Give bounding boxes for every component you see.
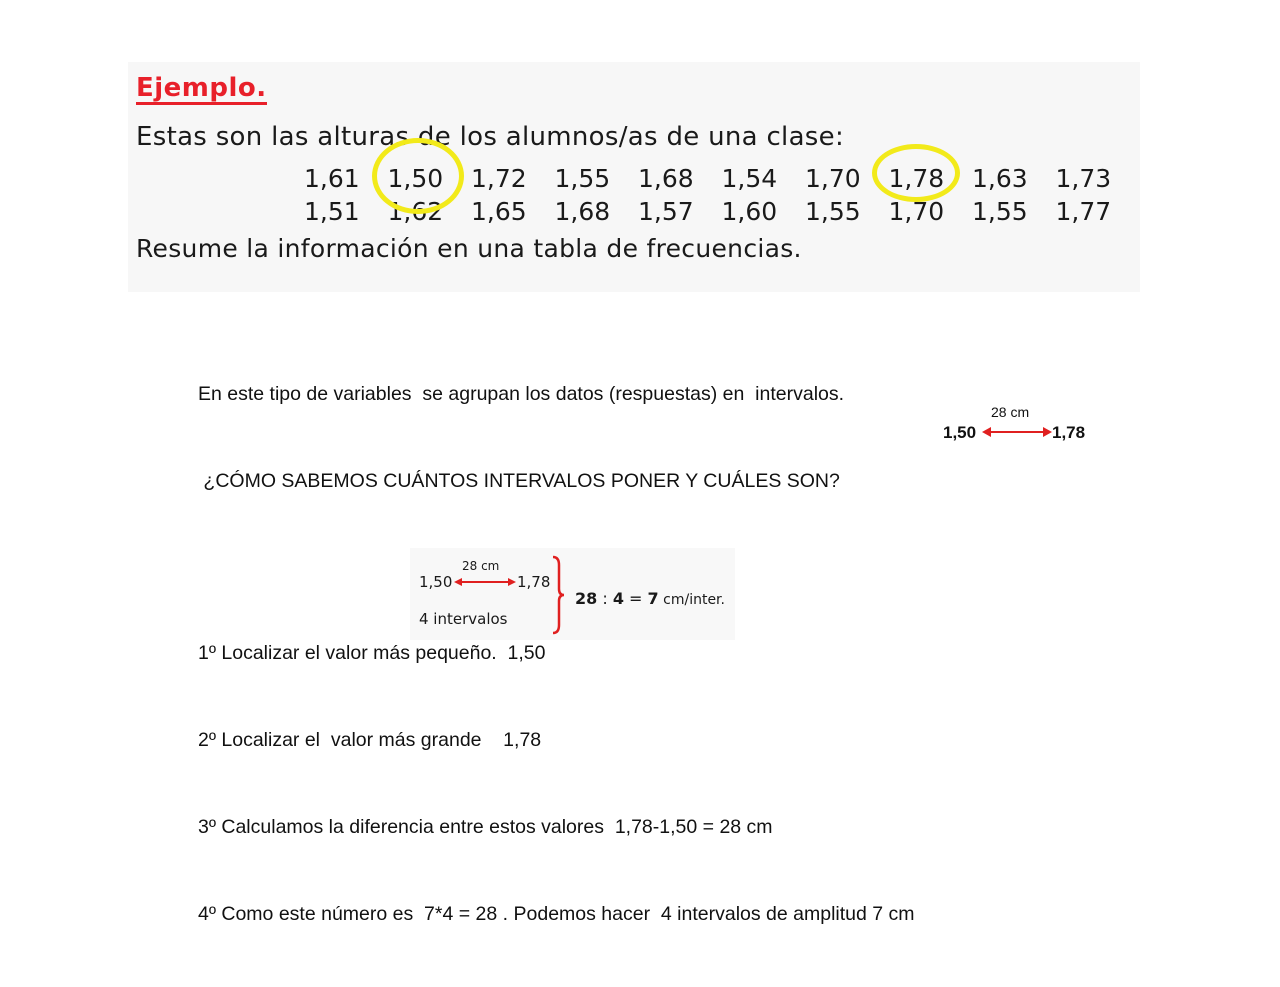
intervals-diff-label: 28 cm xyxy=(462,559,500,573)
step-2: 2º Localizar el valor más grande 1,78 xyxy=(198,729,542,751)
height-value: 1,60 xyxy=(721,197,778,226)
intervals-min-label: 1,50 xyxy=(419,573,453,591)
height-value: 1,72 xyxy=(471,164,527,193)
range-diagram xyxy=(940,403,1100,453)
example-outro: Resume la información en una tabla de frecuencias. xyxy=(136,234,802,263)
highlight-circle-min xyxy=(372,138,464,214)
range-max-label: 1,78 xyxy=(1052,423,1086,442)
double-arrow-icon xyxy=(454,576,516,588)
height-value: 1,70 xyxy=(888,197,945,226)
question-line: ¿CÓMO SABEMOS CUÁNTOS INTERVALOS PONER Y CUÁLES SON? xyxy=(198,470,840,492)
brace-icon xyxy=(551,555,565,635)
height-value: 1,57 xyxy=(638,197,694,226)
highlight-circle-max xyxy=(872,144,960,202)
example-image xyxy=(128,62,1140,292)
height-value: 1,61 xyxy=(304,164,360,193)
explanation-text xyxy=(198,322,915,987)
range-diff-label: 28 cm xyxy=(991,404,1030,420)
intro-line: En este tipo de variables se agrupan los datos (respuestas) en intervalos. xyxy=(198,383,845,405)
intervals-count-label: 4 intervalos xyxy=(419,610,508,628)
height-value: 1,55 xyxy=(554,164,611,193)
step-3: 3º Calculamos la diferencia entre estos valores 1,78-1,50 = 28 cm xyxy=(198,816,773,838)
height-value: 1,51 xyxy=(304,197,360,226)
example-title: Ejemplo. xyxy=(136,73,267,103)
intervals-equation: 28 : 4 = 7 cm/inter. xyxy=(575,589,725,608)
step-1: 1º Localizar el valor más pequeño. 1,50 xyxy=(198,642,546,664)
double-arrow-icon xyxy=(982,425,1052,439)
intervals-max-label: 1,78 xyxy=(517,573,551,591)
height-value: 1,62 xyxy=(387,197,444,226)
height-value: 1,70 xyxy=(805,164,861,193)
height-value: 1,50 xyxy=(387,164,444,193)
height-value: 1,68 xyxy=(638,164,694,193)
height-value: 1,68 xyxy=(554,197,611,226)
height-value: 1,63 xyxy=(972,164,1028,193)
range-min-label: 1,50 xyxy=(943,423,977,442)
height-value: 1,73 xyxy=(1055,164,1112,193)
step-4: 4º Como este número es 7*4 = 28 . Podemos hacer 4 intervalos de amplitud 7 cm xyxy=(198,903,915,925)
example-intro: Estas son las alturas de los alumnos/as de una clase: xyxy=(136,122,845,152)
height-value: 1,77 xyxy=(1055,197,1112,226)
height-value: 1,65 xyxy=(471,197,527,226)
height-value: 1,54 xyxy=(721,164,778,193)
height-value: 1,78 xyxy=(888,164,945,193)
height-value: 1,55 xyxy=(972,197,1028,226)
intervals-diagram xyxy=(410,548,735,640)
height-value: 1,55 xyxy=(805,197,861,226)
